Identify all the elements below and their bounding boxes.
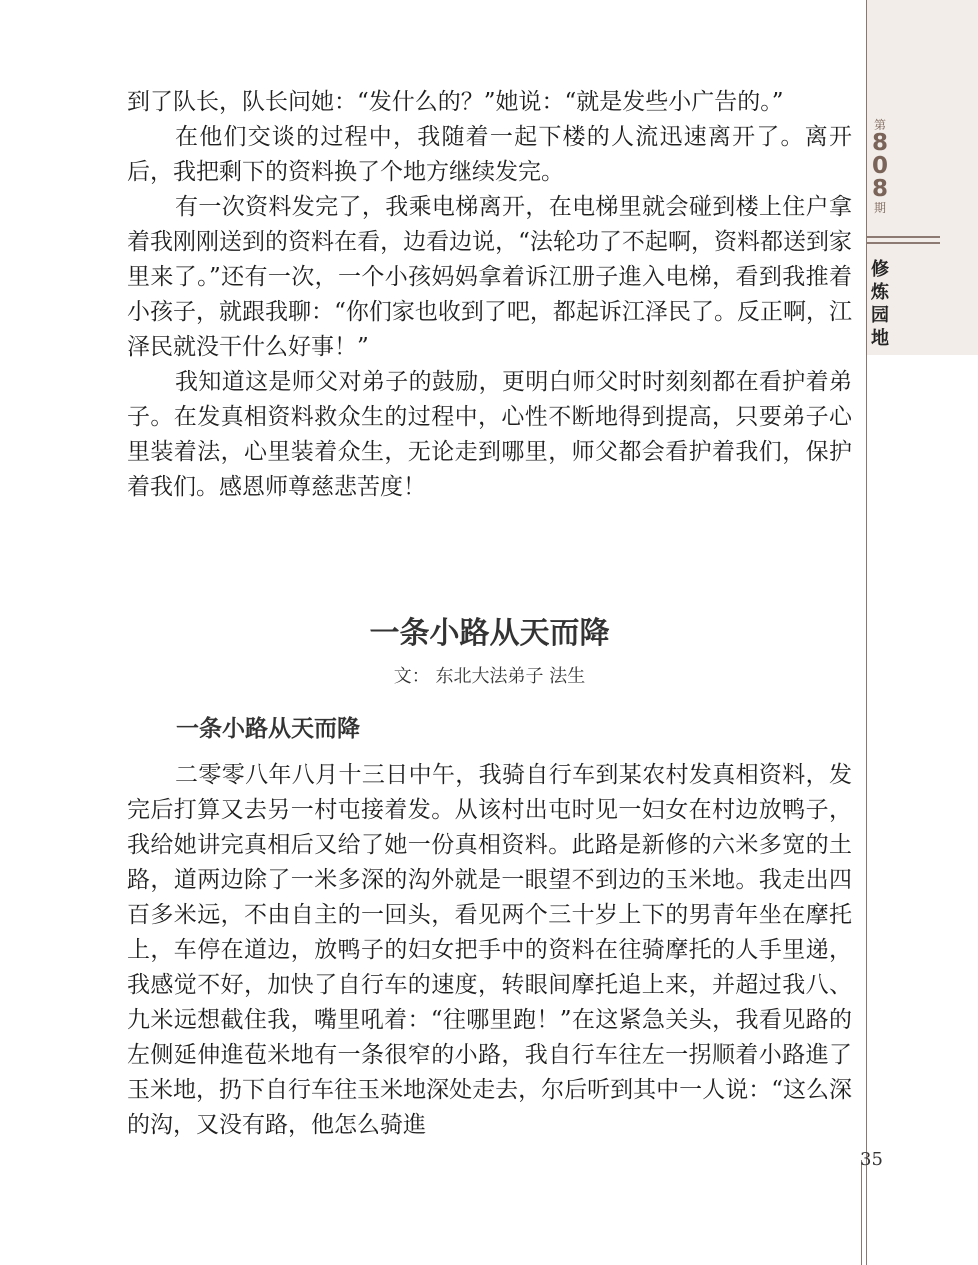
issue-prefix: 第 [873,118,886,132]
section-char: 修 [871,259,889,280]
issue-suffix: 期 [873,201,886,215]
section-char: 地 [871,328,889,349]
article-byline: 文： 东北大法弟子 法生 [393,666,586,687]
paragraph: 在他们交谈的过程中，我随着一起下楼的人流迅速离开了。离开后，我把剩下的资料换了个地方继续发完。 [127,124,852,185]
article-title: 一条小路从天而降 [369,616,610,651]
issue-number-block [867,118,893,215]
issue-digit-2: 0 [871,153,888,179]
paragraph: 二零零八年八月十三日中午，我骑自行车到某农村发真相资料，发完后打算又去另一村屯接着发。从该村出屯时见一妇女在村边放鸭子，我给她讲完真相后又给了她一份真相资料。此路是新修的六米多宽的土路，道两边除了一米多深的沟外就是一眼望不到边的玉米地。我走出四百多米远，不由自主的一回头，看见两个三十岁上下的男青年坐在摩托上，车停在道边，放鸭子的妇女把手中的资料在往骑摩托的人手里递，我感觉不好，加快了自行车的速度，转眼间摩托追上来，并超过我八、九米远想截住我，嘴里吼着：“往哪里跑！”在这紧急关头，我看见路的左侧延伸進苞米地有一条很窄的小路，我自行车往左一拐顺着小路進了玉米地，扔下自行车往玉米地深处走去，尔后听到其中一人说：“这么深的沟，又没有路，他怎么骑進 [127,762,852,1138]
tab-divider-top [867,236,940,238]
article-1-body [127,85,852,505]
section-char: 园 [871,305,889,326]
article-2-body [127,758,852,1143]
page-number: 35 [860,1149,883,1170]
paragraph: 我知道这是师父对弟子的鼓励，更明白师父时时刻刻都在看护着弟子。在发真相资料救众生的过程中，心性不断地得到提高，只要弟子心里装着法，心里装着众生，无论走到哪里，师父都会看护着我们，保护着我们。感恩师尊慈悲苦度！ [127,369,852,500]
paragraph: 到了队长，队长问她：“发什么的？”她说：“就是发些小广告的。” [127,89,784,115]
margin-rule-inner [861,1160,862,1265]
issue-digit-1: 8 [871,130,888,156]
article-subheading: 一条小路从天而降 [176,716,360,742]
issue-digit-3: 8 [871,176,888,202]
section-char: 炼 [871,282,889,303]
paragraph: 有一次资料发完了，我乘电梯离开，在电梯里就会碰到楼上住户拿着我刚刚送到的资料在看，边看边说，“法轮功了不起啊，资料都送到家里来了。”还有一次，一个小孩妈妈拿着诉江册子進入电梯，看到我推着小孩子，就跟我聊：“你们家也收到了吧，都起诉江泽民了。反正啊，江泽民就没干什么好事！” [127,194,852,360]
section-name [870,258,890,350]
tab-divider-bottom [867,242,940,244]
